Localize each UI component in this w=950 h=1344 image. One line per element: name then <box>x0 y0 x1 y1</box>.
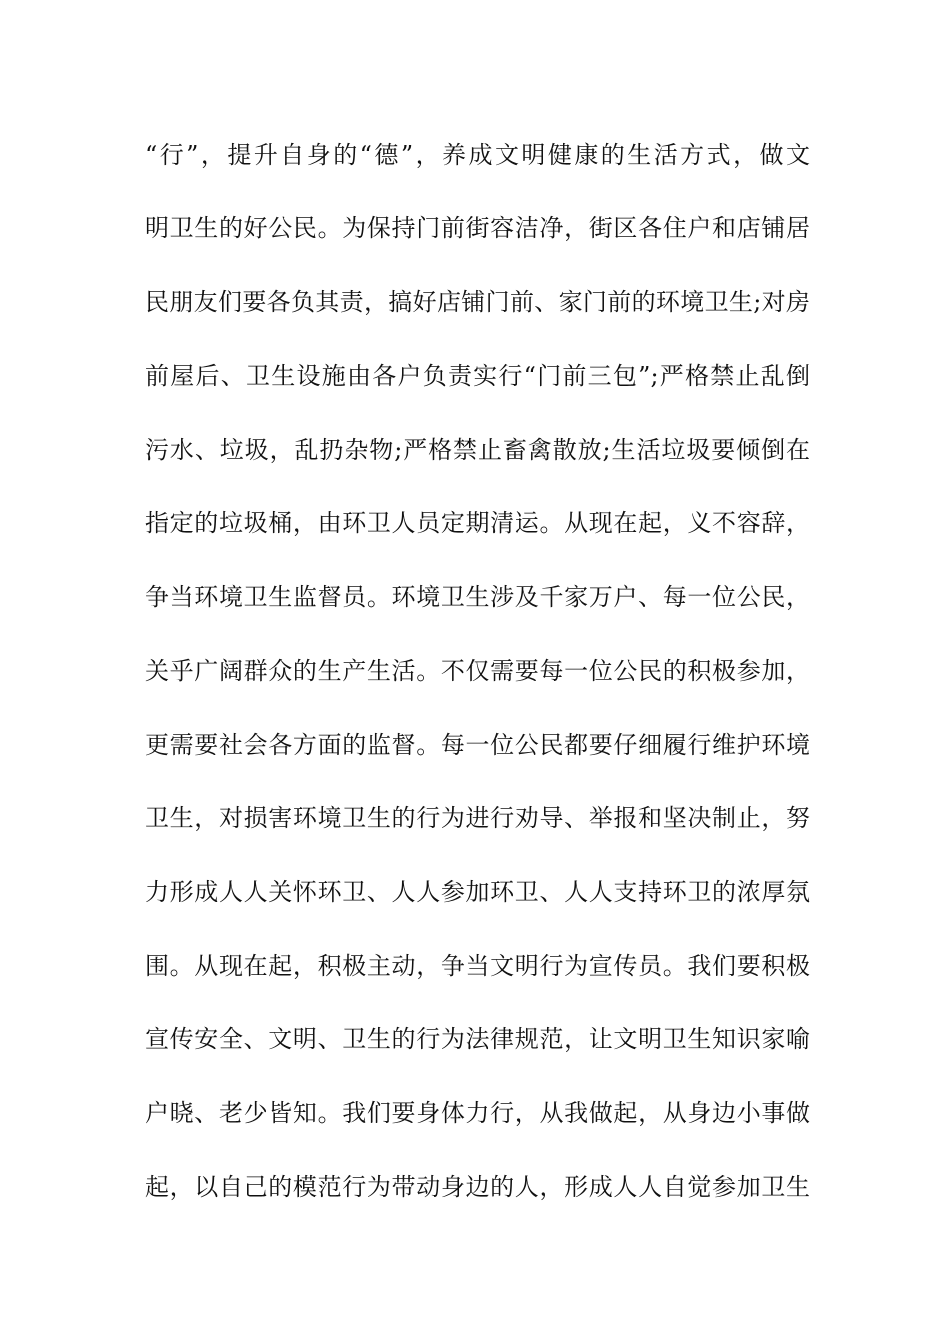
text-line-6: 指定的垃圾桶，由环卫人员定期清运。从现在起，义不容辞， <box>145 509 810 537</box>
text-line-11: 力形成人人关怀环卫、人人参加环卫、人人支持环卫的浓厚氛 <box>145 878 810 906</box>
text-line-14: 户晓、老少皆知。我们要身体力行，从我做起，从身边小事做 <box>145 1099 810 1127</box>
text-line-13: 宣传安全、文明、卫生的行为法律规范，让文明卫生知识家喻 <box>145 1025 810 1053</box>
text-line-9: 更需要社会各方面的监督。每一位公民都要仔细履行维护环境 <box>145 731 810 759</box>
text-line-3: 民朋友们要各负其责，搞好店铺门前、家门前的环境卫生;对房 <box>145 288 810 316</box>
text-line-12: 围。从现在起，积极主动，争当文明行为宣传员。我们要积极 <box>145 952 810 980</box>
text-line-2: 明卫生的好公民。为保持门前街容洁净，街区各住户和店铺居 <box>145 214 810 242</box>
text-line-7: 争当环境卫生监督员。环境卫生涉及千家万户、每一位公民， <box>145 583 810 611</box>
text-line-10: 卫生，对损害环境卫生的行为进行劝导、举报和坚决制止，努 <box>145 804 810 832</box>
text-line-8: 关乎广阔群众的生产生活。不仅需要每一位公民的积极参加， <box>145 657 810 685</box>
text-line-4: 前屋后、卫生设施由各户负责实行“门前三包”;严格禁止乱倒 <box>145 362 810 390</box>
text-line-15: 起，以自己的模范行为带动身边的人，形成人人自觉参加卫生 <box>145 1173 810 1201</box>
text-line-1: “行”，提升自身的“德”，养成文明健康的生活方式，做文 <box>145 141 810 169</box>
text-line-5: 污水、垃圾，乱扔杂物;严格禁止畜禽散放;生活垃圾要倾倒在 <box>145 436 810 464</box>
